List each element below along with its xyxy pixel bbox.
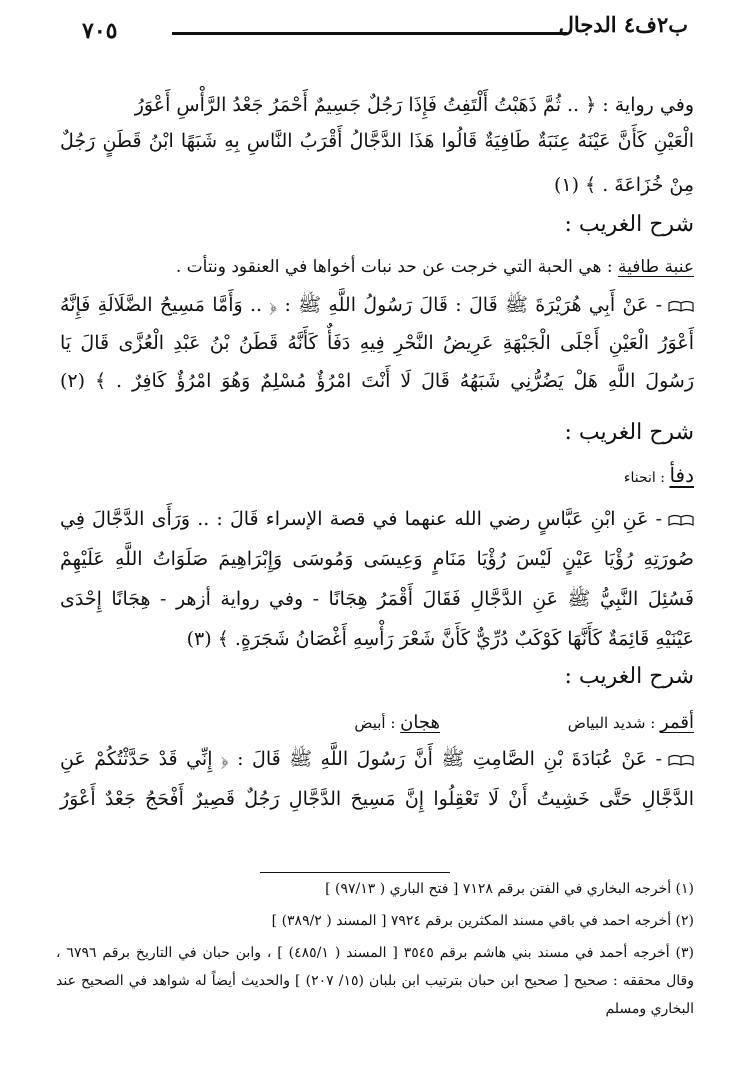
hadith2-line2: أَعْوَرُ الْعَيْنِ أَجْلَى الْجَبْهَةِ عَرِيضُ النَّحْرِ فِيهِ دَفَأٌ كَأَنَّهُ قَطَنُ بْنُ عَبْدِ الْعُزَّى قَالَ يَا <box>60 332 694 354</box>
sharh1-heading: شرح الغريب : <box>564 212 694 237</box>
hadith2-line1-text: - عَنْ أَبِي هُرَيْرَةَ ﷺ قَالَ : قَالَ رَسُولُ اللَّهِ ﷺ : ﴿ .. وَأَمَّا مَسِيحُ الضَّلَالَةِ فَإِنَّهُ <box>60 294 662 316</box>
hadith1-line2: الْعَيْنِ كَأَنَّ عَيْنَهُ عِنَبَةٌ طَافِيَةٌ قَالُوا هَذَا الدَّجَّالُ أَقْرَبُ النَّاسِ بِهِ شَبَهًا ابْنُ قَطَنٍ رَجُلٌ <box>60 130 694 152</box>
hadith3-line1 <box>60 506 694 532</box>
hadith3-line4: عَيْنَيْهِ قَائِمَةٌ كَأَنَّهَا كَوْكَبٌ دُرِّيٌّ كَأَنَّ شَعْرَ رَأْسِهِ أَغْصَانُ شَجَرَةٍ. ﴾ (٣) <box>186 628 694 650</box>
footnote-3-line2: وقال محققه : صحيح [ صحيح ابن حبان بترتيب ابن بلبان (١٥/ ٢٠٧) ] والحديث أيضاً له شواهد في الصحيح عند <box>56 973 694 989</box>
hadith4-line1 <box>60 746 694 772</box>
hadith4-line2: الدَّجَّالِ حَتَّى خَشِيتُ أَنْ لَا تَعْقِلُوا إِنَّ مَسِيحَ الدَّجَّالِ رَجُلٌ قَصِيرٌ أَفْحَجُ جَعْدٌ أَعْوَرُ <box>60 788 694 810</box>
book-icon <box>668 514 694 526</box>
sharh3-entry2 <box>354 710 440 736</box>
sharh2-term: دفأ <box>669 463 694 487</box>
hadith3-line1-text: - عَنِ ابْنِ عَبَّاسٍ رضي الله عنهما في قصة الإسراء قَالَ : .. وَرَأَى الدَّجَّالَ فِي <box>60 508 662 530</box>
running-header-title: ب٢ف٤ الدجال <box>558 12 688 37</box>
sharh1-entry <box>176 254 694 280</box>
header-rule <box>172 32 567 35</box>
sharh3-def1: : شديد البياض <box>567 714 661 732</box>
hadith2-line1 <box>60 292 694 318</box>
hadith1-line3: مِنْ خُزَاعَةَ . ﴾ (١) <box>553 174 694 196</box>
sharh1-term: عنبة طافية <box>617 257 694 277</box>
page-number: ٧٠٥ <box>82 18 118 44</box>
footnote-3-line1: (٣) أخرجه أحمد في مسند بني هاشم برقم ٣٥٤٥ [ المسند ( ٤٨٥/١) ] ، وابن حبان في التاريخ برقم ٦٧٩٦ ، <box>56 945 694 961</box>
book-icon <box>668 754 694 766</box>
footnote-1: (١) أخرجه البخاري في الفتن برقم ٧١٢٨ [ فتح الباري ( ٩٧/١٣) ] <box>325 881 694 897</box>
footnote-3-line3: البخاري ومسلم <box>605 1001 694 1017</box>
sharh1-definition: : هي الحبة التي خرجت عن حد نبات أخواها في العنقود ونتأت . <box>175 257 618 277</box>
footnote-2: (٢) أخرجه احمد في باقي مسند المكثرين برقم ٧٩٢٤ [ المسند ( ٣٨٩/٢) ] <box>271 913 694 929</box>
footnote-rule <box>260 872 450 873</box>
hadith3-line2: صُورَتِهِ رُؤْيَا عَيْنٍ لَيْسَ رُؤْيَا مَنَامٍ وَعِيسَى وَمُوسَى وَإِبْرَاهِيمَ صَلَوَاتُ اللَّهِ عَلَيْهِمْ <box>60 548 694 570</box>
book-icon <box>668 300 694 312</box>
sharh2-entry <box>624 462 694 491</box>
sharh3-term2: هجان <box>400 712 440 733</box>
hadith1-line1: وفي رواية : ﴿ .. ثُمَّ ذَهَبْتُ أَلْتَفِتُ فَإِذَا رَجُلٌ جَسِيمٌ أَحْمَرُ جَعْدُ الرَّأْسِ أَعْوَرُ <box>134 94 694 116</box>
sharh3-def2: : أبيض <box>354 714 401 732</box>
sharh3-entry1 <box>568 710 694 736</box>
hadith4-line1-text: - عَنْ عُبَادَةَ بْنِ الصَّامِتِ ﷺ أَنَّ رَسُولَ اللَّهِ ﷺ قَالَ : ﴿ إِنِّي قَدْ حَدَّثْتُكُمْ عَنِ <box>60 748 662 770</box>
sharh3-heading: شرح الغريب : <box>564 664 694 689</box>
sharh3-term1: أقمر <box>660 712 694 733</box>
hadith2-line3: رَسُولَ اللَّهِ هَلْ يَضُرُّنِي شَبَهُهُ قَالَ لَا أَنْتَ امْرُؤٌ مُسْلِمٌ وَهُوَ امْرُؤٌ كَافِرٌ . ﴾ (٢) <box>60 370 694 392</box>
sharh2-definition: : انحناء <box>623 470 670 486</box>
hadith3-line3: فَسُئِلَ النَّبِيُّ ﷺ عَنِ الدَّجَّالِ فَقَالَ أَقْمَرُ هِجَانًا - وفي رواية أزهر - هِجَانًا إِحْدَى <box>60 588 694 610</box>
sharh2-heading: شرح الغريب : <box>564 420 694 445</box>
